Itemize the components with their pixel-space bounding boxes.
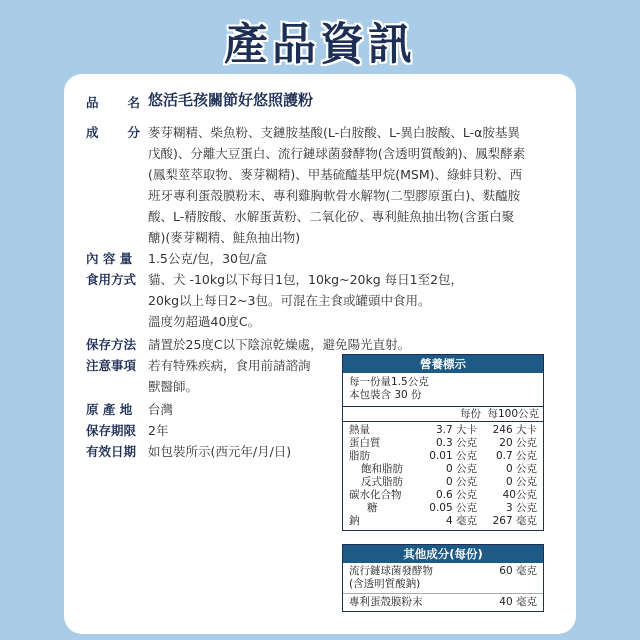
servings-per-pack: 本包裝含 30 份: [349, 389, 422, 401]
other-ingredients-title: 其他成分(每份): [343, 545, 543, 563]
nutrition-row: 碳水化合物 0.6 公克 40公克: [349, 489, 537, 501]
nutrition-row: 反式脂肪 0 公克 0 公克: [361, 476, 537, 488]
notes-value: [148, 355, 311, 397]
ingredients-line: 戊酸)、分離大豆蛋白、流行鏈球菌發酵物(含透明質酸鈉)、鳳梨酵素: [148, 146, 526, 161]
expiry-value: 如包裝所示(西元年/月/日): [148, 444, 292, 459]
shelf-life-label: 保存期限: [86, 423, 137, 438]
usage-line: 20kg以上每日2~3包。可混在主食或罐頭中食用。: [148, 293, 431, 308]
other-ingredient-row: 專利蛋殼膜粉末 40 毫克: [343, 593, 543, 611]
name-label: 品 名: [86, 95, 140, 110]
usage-label: 食用方式: [86, 272, 137, 287]
ingredients-value: [148, 122, 560, 248]
nutrition-column-headers: [343, 406, 543, 421]
col-per-100g: 每100公克: [487, 408, 539, 420]
nutrition-row: 鈉 4 毫克 267 毫克: [349, 515, 537, 527]
expiry-label: 有效日期: [86, 444, 137, 459]
ingredients-label: 成 分: [86, 125, 140, 140]
nutrition-row: 脂肪 0.01 公克 0.7 公克: [349, 450, 537, 462]
page-title: 產品資訊: [224, 19, 416, 70]
nutrition-row: 熱量 3.7 大卡 246 大卡: [349, 424, 537, 436]
notes-line: 若有特殊疾病，食用前請諮詢: [148, 358, 311, 373]
origin-label: 原 產 地: [86, 402, 133, 417]
shelf-life-value: 2年: [148, 423, 169, 438]
nutrition-row: 飽和脂肪 0 公克 0 公克: [361, 463, 537, 475]
nutrition-rows: [343, 421, 543, 530]
product-info-card: [64, 74, 576, 634]
content-label: 內 容 量: [86, 251, 133, 266]
ingredients-line: 醣)(麥芽糊精、鮭魚抽出物): [148, 230, 301, 245]
nutrition-row: 蛋白質 0.3 公克 20 公克: [349, 437, 537, 449]
nutrition-table: [342, 354, 544, 531]
nutrition-row: 糖 0.05 公克 3 公克: [367, 502, 537, 514]
storage-label: 保存方法: [86, 337, 137, 352]
usage-value: [148, 269, 463, 332]
origin-value: 台灣: [148, 402, 174, 417]
nutrition-title: 營養標示: [343, 355, 543, 373]
other-ingredient-row: 流行鏈球菌發酵物 (含透明質酸鈉) 60 毫克: [349, 565, 537, 590]
col-per-serving: 每份: [460, 408, 481, 420]
ingredients-line: (鳳梨莖萃取物、麥芽糊精)、甲基硫醯基甲烷(MSM)、綠蚌貝粉、西: [148, 167, 523, 182]
product-name: 悠活毛孩關節好悠照護粉: [148, 91, 314, 109]
ingredients-line: 班牙專利蛋殼膜粉末、專利雞胸軟骨水解物(二型膠原蛋白)、麩醯胺: [148, 188, 521, 203]
usage-line: 貓、犬 -10kg以下每日1包，10kg~20kg 每日1至2包，: [148, 272, 464, 287]
other-ingredients-table: [342, 544, 544, 612]
ingredients-line: 麥芽糊精、柴魚粉、支鏈胺基酸(L-白胺酸、L-異白胺酸、L-α胺基異: [148, 125, 520, 140]
ingredients-line: 酸、L-精胺酸、水解蛋黃粉、二氧化矽、專利鮭魚抽出物(含蛋白聚: [148, 209, 515, 224]
serving-size: 每一份量1.5公克: [349, 376, 429, 388]
content-value: 1.5公克/包，30包/盒: [148, 251, 268, 266]
notes-label: 注意事項: [86, 358, 137, 373]
storage-value: 請置於25度C以下陰涼乾燥處，避免陽光直射。: [148, 337, 411, 352]
usage-line: 溫度勿超過40度C。: [148, 314, 261, 329]
notes-line: 獸醫師。: [148, 379, 199, 394]
